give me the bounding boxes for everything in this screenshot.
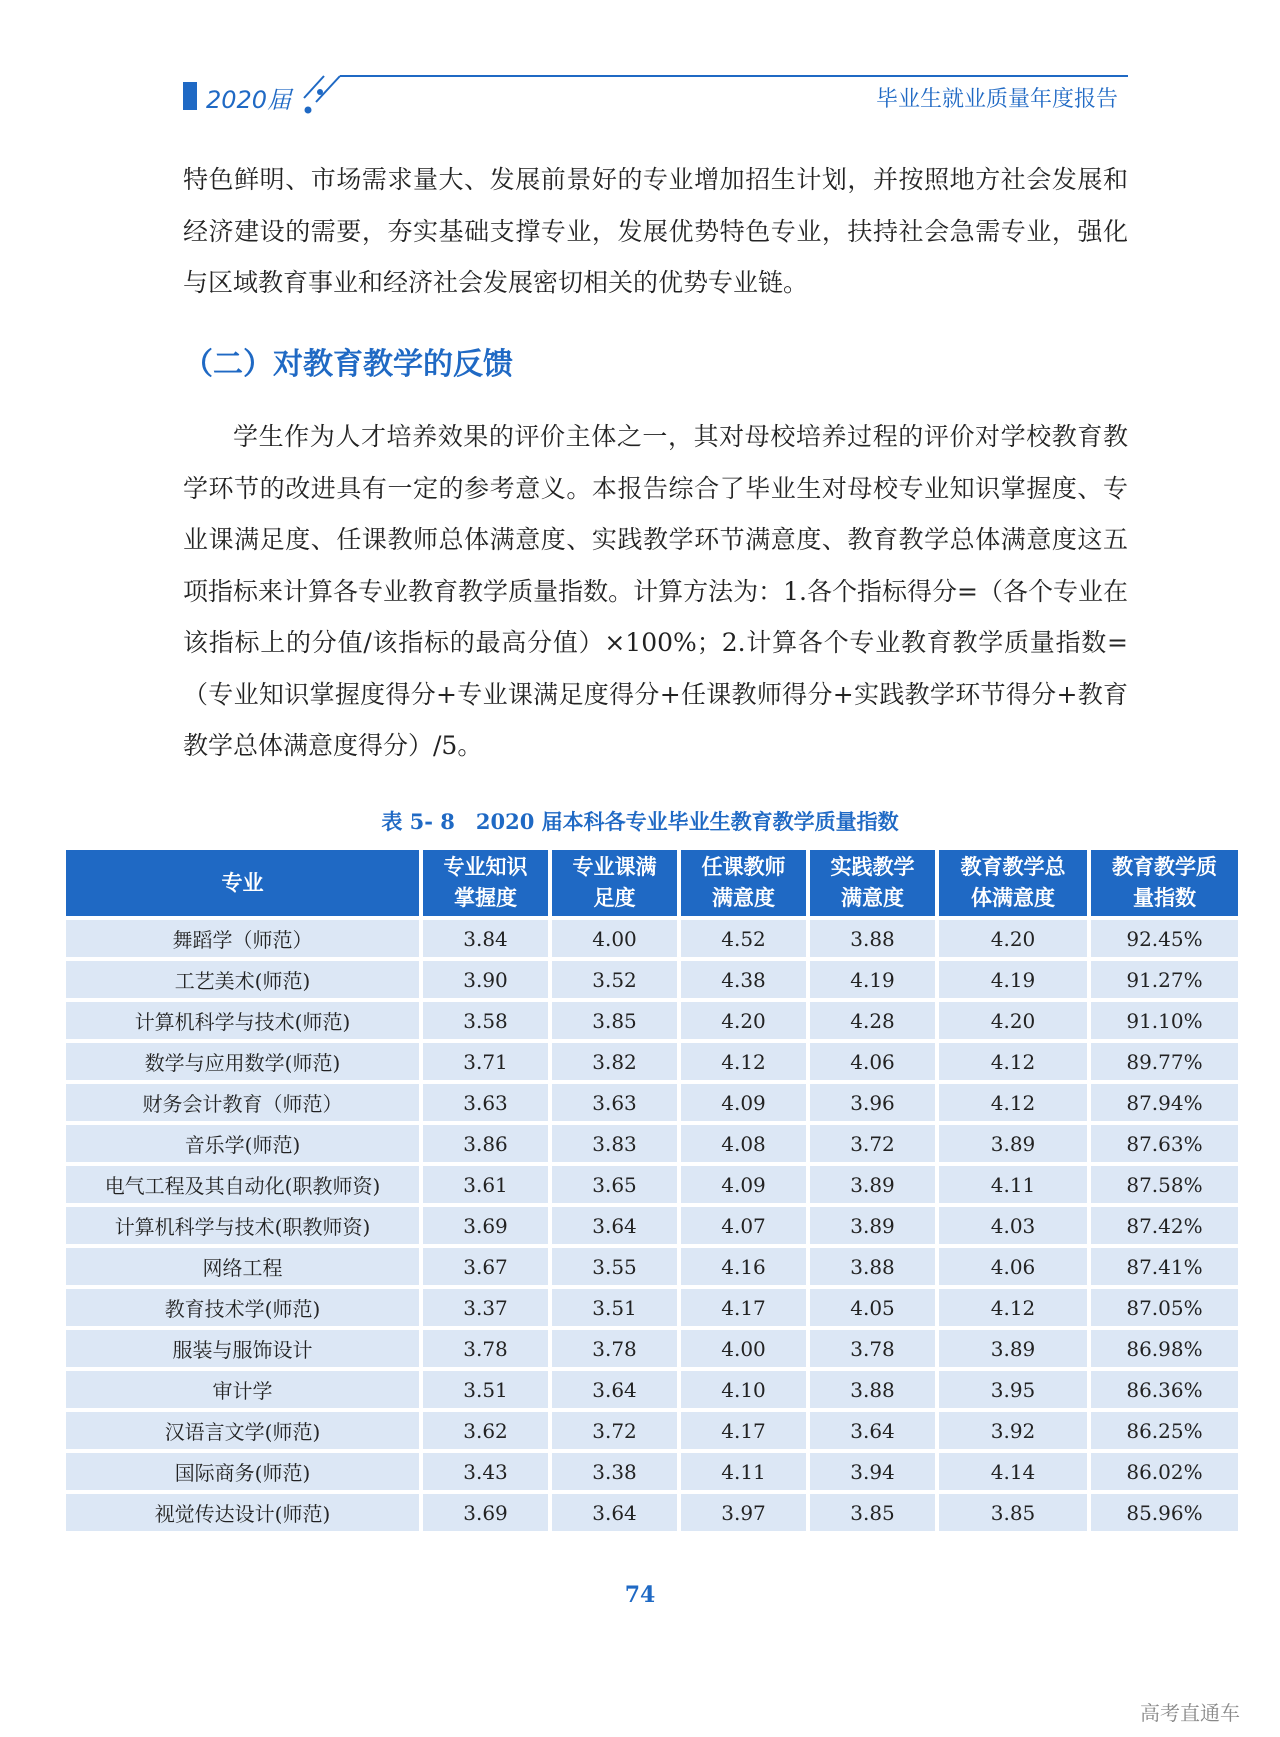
value-cell: 92.45%	[1091, 920, 1238, 957]
table-row	[66, 1084, 1238, 1121]
value-cell: 3.88	[810, 920, 935, 957]
major-name-cell: 财务会计教育（师范）	[66, 1084, 419, 1121]
value-cell: 4.38	[681, 961, 806, 998]
value-cell: 3.95	[939, 1371, 1087, 1408]
value-cell: 4.12	[939, 1289, 1087, 1326]
value-cell: 4.06	[810, 1043, 935, 1080]
page-number: 74	[624, 1582, 656, 1608]
value-cell: 4.20	[939, 920, 1087, 957]
value-cell: 3.84	[423, 920, 548, 957]
value-cell: 3.61	[423, 1166, 548, 1203]
major-name-cell: 视觉传达设计(师范)	[66, 1494, 419, 1531]
table-row	[66, 1330, 1238, 1367]
value-cell: 86.02%	[1091, 1453, 1238, 1490]
table-body	[66, 920, 1238, 1531]
value-cell: 4.19	[939, 961, 1087, 998]
major-name-cell: 计算机科学与技术(职教师资)	[66, 1207, 419, 1244]
value-cell: 3.88	[810, 1248, 935, 1285]
value-cell: 3.89	[810, 1207, 935, 1244]
value-cell: 3.38	[552, 1453, 677, 1490]
quality-index-table	[62, 846, 1242, 1535]
value-cell: 3.88	[810, 1371, 935, 1408]
header-cell: 专业课满 足度	[552, 850, 677, 916]
table-row	[66, 1289, 1238, 1326]
header-report-title: 毕业生就业质量年度报告	[875, 87, 1118, 112]
value-cell: 3.51	[552, 1289, 677, 1326]
value-cell: 3.64	[552, 1207, 677, 1244]
header-cell: 专业	[66, 850, 419, 916]
value-cell: 4.05	[810, 1289, 935, 1326]
value-cell: 3.97	[681, 1494, 806, 1531]
value-cell: 3.43	[423, 1453, 548, 1490]
table-row	[66, 1412, 1238, 1449]
major-name-cell: 网络工程	[66, 1248, 419, 1285]
value-cell: 3.65	[552, 1166, 677, 1203]
value-cell: 3.63	[423, 1084, 548, 1121]
table-row	[66, 1125, 1238, 1162]
major-name-cell: 审计学	[66, 1371, 419, 1408]
value-cell: 4.14	[939, 1453, 1087, 1490]
value-cell: 3.85	[552, 1002, 677, 1039]
header-year-label: 2020届	[206, 86, 292, 114]
value-cell: 3.69	[423, 1494, 548, 1531]
value-cell: 3.55	[552, 1248, 677, 1285]
value-cell: 4.07	[681, 1207, 806, 1244]
major-name-cell: 工艺美术(师范)	[66, 961, 419, 998]
watermark: 高考直通车	[1140, 1701, 1240, 1725]
value-cell: 4.00	[552, 920, 677, 957]
value-cell: 3.90	[423, 961, 548, 998]
table-row	[66, 1166, 1238, 1203]
value-cell: 4.06	[939, 1248, 1087, 1285]
value-cell: 4.00	[681, 1330, 806, 1367]
value-cell: 3.96	[810, 1084, 935, 1121]
value-cell: 4.11	[939, 1166, 1087, 1203]
value-cell: 4.16	[681, 1248, 806, 1285]
value-cell: 91.27%	[1091, 961, 1238, 998]
value-cell: 4.52	[681, 920, 806, 957]
table-caption: 表 5- 8 2020 届本科各专业毕业生教育教学质量指数	[381, 809, 899, 834]
value-cell: 4.28	[810, 1002, 935, 1039]
value-cell: 87.42%	[1091, 1207, 1238, 1244]
value-cell: 3.78	[423, 1330, 548, 1367]
value-cell: 87.94%	[1091, 1084, 1238, 1121]
value-cell: 4.11	[681, 1453, 806, 1490]
major-name-cell: 计算机科学与技术(师范)	[66, 1002, 419, 1039]
major-name-cell: 舞蹈学（师范）	[66, 920, 419, 957]
table-row	[66, 1453, 1238, 1490]
value-cell: 3.83	[552, 1125, 677, 1162]
value-cell: 87.05%	[1091, 1289, 1238, 1326]
value-cell: 3.51	[423, 1371, 548, 1408]
value-cell: 3.63	[552, 1084, 677, 1121]
value-cell: 4.20	[681, 1002, 806, 1039]
header-accent-bar	[183, 82, 197, 110]
value-cell: 87.63%	[1091, 1125, 1238, 1162]
value-cell: 87.58%	[1091, 1166, 1238, 1203]
value-cell: 3.37	[423, 1289, 548, 1326]
value-cell: 89.77%	[1091, 1043, 1238, 1080]
value-cell: 4.12	[939, 1043, 1087, 1080]
header-cell: 教育教学质 量指数	[1091, 850, 1238, 916]
value-cell: 3.67	[423, 1248, 548, 1285]
major-name-cell: 教育技术学(师范)	[66, 1289, 419, 1326]
major-name-cell: 数学与应用数学(师范)	[66, 1043, 419, 1080]
table-row	[66, 961, 1238, 998]
value-cell: 3.78	[810, 1330, 935, 1367]
table-row	[66, 920, 1238, 957]
value-cell: 4.17	[681, 1412, 806, 1449]
section-title: （二）对教育教学的反馈	[183, 347, 513, 382]
value-cell: 85.96%	[1091, 1494, 1238, 1531]
value-cell: 3.64	[810, 1412, 935, 1449]
value-cell: 87.41%	[1091, 1248, 1238, 1285]
value-cell: 3.72	[552, 1412, 677, 1449]
header-cell: 实践教学 满意度	[810, 850, 935, 916]
value-cell: 3.69	[423, 1207, 548, 1244]
value-cell: 3.82	[552, 1043, 677, 1080]
table-row	[66, 1207, 1238, 1244]
value-cell: 4.03	[939, 1207, 1087, 1244]
value-cell: 3.58	[423, 1002, 548, 1039]
value-cell: 3.52	[552, 961, 677, 998]
value-cell: 3.85	[939, 1494, 1087, 1531]
value-cell: 4.09	[681, 1166, 806, 1203]
value-cell: 86.25%	[1091, 1412, 1238, 1449]
value-cell: 3.89	[939, 1330, 1087, 1367]
value-cell: 3.64	[552, 1494, 677, 1531]
intro-paragraph: 特色鲜明、市场需求量大、发展前景好的专业增加招生计划，并按照地方社会发展和经济建设的需要，夯实基础支撑专业，发展优势特色专业，扶持社会急需专业，强化与区域教育事业和经济社会发展密切相关的优势专业链。	[183, 165, 1128, 297]
value-cell: 3.86	[423, 1125, 548, 1162]
value-cell: 3.64	[552, 1371, 677, 1408]
value-cell: 3.89	[810, 1166, 935, 1203]
value-cell: 3.94	[810, 1453, 935, 1490]
value-cell: 4.12	[939, 1084, 1087, 1121]
major-name-cell: 国际商务(师范)	[66, 1453, 419, 1490]
value-cell: 91.10%	[1091, 1002, 1238, 1039]
major-name-cell: 音乐学(师范)	[66, 1125, 419, 1162]
value-cell: 3.92	[939, 1412, 1087, 1449]
major-name-cell: 服装与服饰设计	[66, 1330, 419, 1367]
major-name-cell: 汉语言文学(师范)	[66, 1412, 419, 1449]
value-cell: 4.12	[681, 1043, 806, 1080]
value-cell: 4.19	[810, 961, 935, 998]
value-cell: 3.85	[810, 1494, 935, 1531]
table-row	[66, 1248, 1238, 1285]
header-cell: 教育教学总 体满意度	[939, 850, 1087, 916]
value-cell: 4.08	[681, 1125, 806, 1162]
value-cell: 3.71	[423, 1043, 548, 1080]
value-cell: 3.78	[552, 1330, 677, 1367]
table-row	[66, 1371, 1238, 1408]
page-header	[0, 0, 1280, 120]
table-row	[66, 1002, 1238, 1039]
value-cell: 3.89	[939, 1125, 1087, 1162]
header-cell: 任课教师 满意度	[681, 850, 806, 916]
table-row	[66, 1494, 1238, 1531]
value-cell: 4.20	[939, 1002, 1087, 1039]
feedback-paragraph: 学生作为人才培养效果的评价主体之一，其对母校培养过程的评价对学校教育教学环节的改进具有一定的参考意义。本报告综合了毕业生对母校专业知识掌握度、专业课满足度、任课教师总体满意度、实践教学环节满意度、教育教学总体满意度这五项指标来计算各专业教育教学质量指数。计算方法为：1.各个指标得分=（各个专业在该指标上的分值/该指标的最高分值）×100%；2.计算各个专业教育教学质量指数=（专业知识掌握度得分+专业课满足度得分+任课教师得分+实践教学环节得分+教育教学总体满意度得分）/5。	[183, 422, 1128, 760]
value-cell: 4.10	[681, 1371, 806, 1408]
value-cell: 86.98%	[1091, 1330, 1238, 1367]
value-cell: 4.09	[681, 1084, 806, 1121]
value-cell: 4.17	[681, 1289, 806, 1326]
major-name-cell: 电气工程及其自动化(职教师资)	[66, 1166, 419, 1203]
value-cell: 3.72	[810, 1125, 935, 1162]
value-cell: 3.62	[423, 1412, 548, 1449]
table-row	[66, 1043, 1238, 1080]
table-header-row	[66, 850, 1238, 916]
header-cell: 专业知识 掌握度	[423, 850, 548, 916]
value-cell: 86.36%	[1091, 1371, 1238, 1408]
